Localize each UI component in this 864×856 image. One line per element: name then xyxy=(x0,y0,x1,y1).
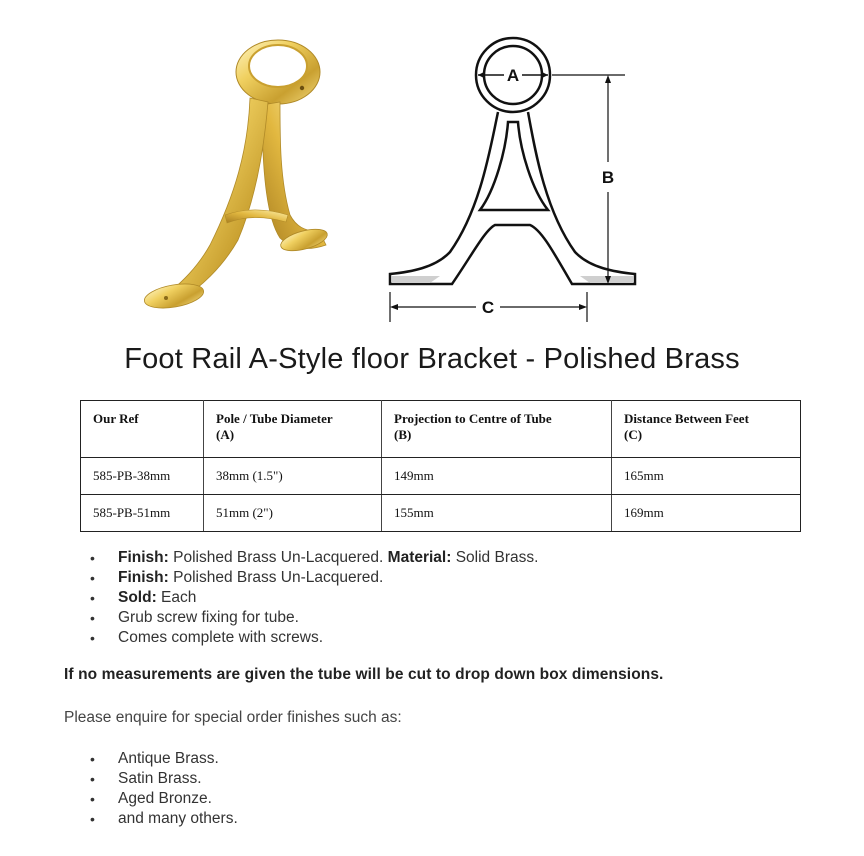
col-header-diameter: Pole / Tube Diameter (A) xyxy=(204,401,382,458)
list-item: • and many others. xyxy=(64,809,238,829)
enquire-text: Please enquire for special order finishes such as: xyxy=(64,709,402,726)
spec-table xyxy=(80,400,801,532)
cell-ref: 585-PB-51mm xyxy=(81,495,204,532)
dimension-diagram xyxy=(380,30,650,330)
list-item: • Comes complete with screws. xyxy=(64,628,538,648)
cell-diameter: 51mm (2") xyxy=(204,495,382,532)
table-row xyxy=(81,495,801,532)
list-item: • Aged Bronze. xyxy=(64,789,238,809)
col-header-projection: Projection to Centre of Tube (B) xyxy=(382,401,612,458)
label-a: A xyxy=(506,66,520,85)
list-item: • Finish: Polished Brass Un-Lacquered. xyxy=(64,568,538,588)
cell-distance: 169mm xyxy=(612,495,801,532)
table-row xyxy=(81,458,801,495)
col-header-ref: Our Ref xyxy=(81,401,204,458)
cell-projection: 149mm xyxy=(382,458,612,495)
page-title: Foot Rail A-Style floor Bracket - Polished Brass xyxy=(124,343,740,375)
feature-list xyxy=(64,548,538,648)
finishes-list xyxy=(64,749,238,829)
list-item: • Grub screw fixing for tube. xyxy=(64,608,538,628)
list-item: • Antique Brass. xyxy=(64,749,238,769)
label-c: C xyxy=(481,298,495,317)
list-item: • Sold: Each xyxy=(64,588,538,608)
measurement-notice: If no measurements are given the tube will be cut to drop down box dimensions. xyxy=(64,666,664,683)
list-item: • Satin Brass. xyxy=(64,769,238,789)
table-header-row xyxy=(81,401,801,458)
cell-diameter: 38mm (1.5") xyxy=(204,458,382,495)
product-photo xyxy=(130,30,350,320)
col-header-distance: Distance Between Feet (C) xyxy=(612,401,801,458)
label-b: B xyxy=(601,168,615,187)
cell-projection: 155mm xyxy=(382,495,612,532)
list-item: • Finish: Polished Brass Un-Lacquered. Material: Solid Brass. xyxy=(64,548,538,568)
cell-distance: 165mm xyxy=(612,458,801,495)
cell-ref: 585-PB-38mm xyxy=(81,458,204,495)
